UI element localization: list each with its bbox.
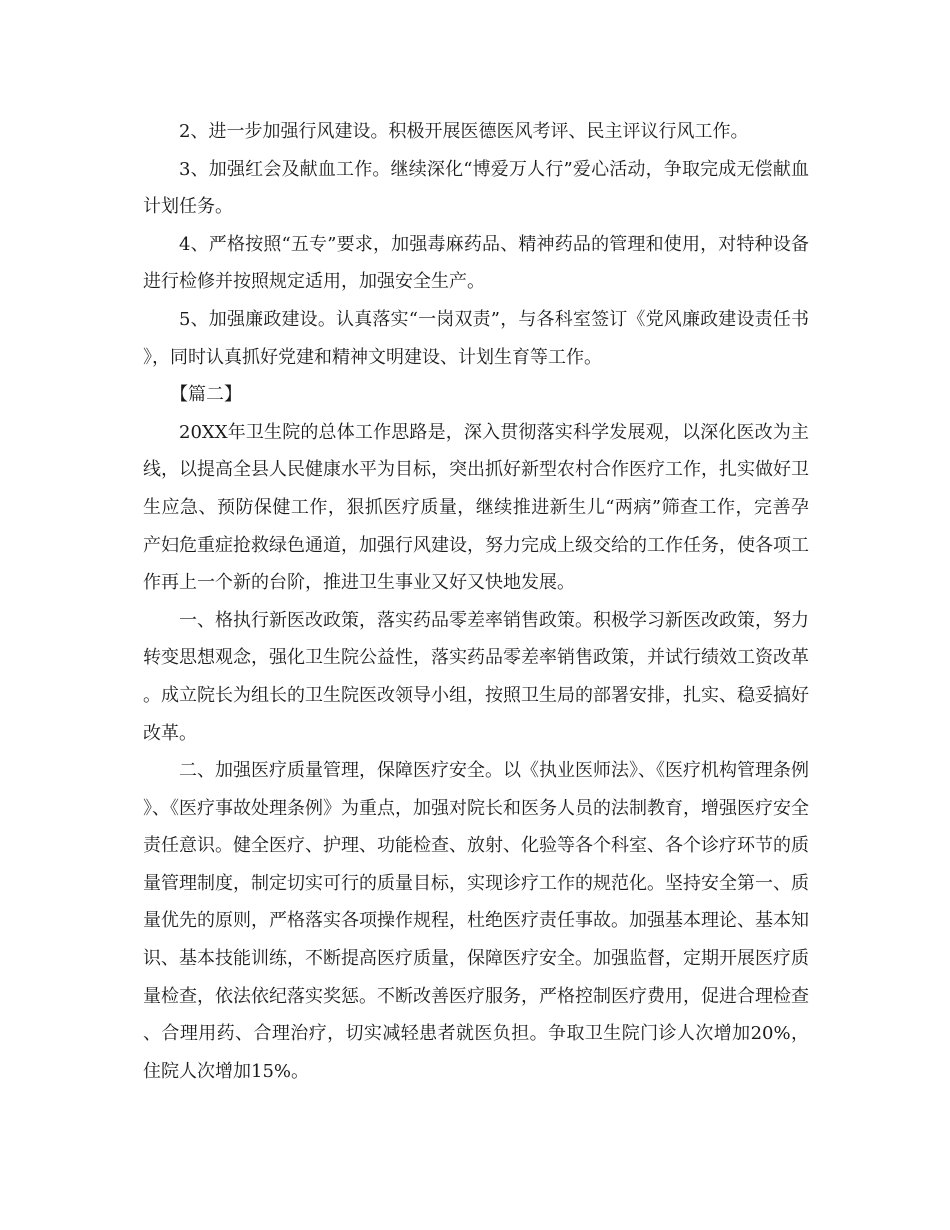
paragraph-item-3: 3、加强红会及献血工作。继续深化“博爱万人行”爱心活动，争取完成无偿献血计划任务。: [143, 158, 809, 218]
paragraph-item-2: 2、进一步加强行风建设。积极开展医德医风考评、民主评议行风工作。: [179, 121, 749, 142]
paragraph-overview: 20XX年卫生院的总体工作思路是，深入贯彻落实科学发展观，以深化医改为主线，以提高全县人民健康水平为目标，突出抓好新型农村合作医疗工作，扎实做好卫生应急、预防保健工作，狠抓医疗质量，继续推进新生儿“两病”筛查工作，完善孕产妇危重症抢救绿色通道，加强行风建设，努力完成上级交给的工作任务，使各项工作再上一个新的台阶，推进卫生事业又好又快地发展。: [143, 421, 809, 594]
document-body: [143, 113, 809, 1090]
section-heading: 【篇二】: [170, 384, 242, 406]
paragraph-reform-policy: 一、格执行新医改政策，落实药品零差率销售政策。积极学习新医改政策，努力转变思想观念，强化卫生院公益性，落实药品零差率销售政策，并试行绩效工资改革。成立院长为组长的卫生院医改领导小组，按照卫生局的部署安排，扎实、稳妥搞好改革。: [143, 609, 809, 744]
paragraph-item-5: 5、加强廉政建设。认真落实“一岗双责”，与各科室签订《党风廉政建设责任书》，同时认真抓好党建和精神文明建设、计划生育等工作。: [143, 308, 809, 368]
paragraph-item-4: 4、严格按照“五专”要求，加强毒麻药品、精神药品的管理和使用，对特种设备进行检修并按照规定适用，加强安全生产。: [143, 233, 809, 293]
paragraph-quality-management: 二、加强医疗质量管理，保障医疗安全。以《执业医师法》、《医疗机构管理条例》、《医疗事故处理条例》为重点，加强对院长和医务人员的法制教育，增强医疗安全责任意识。健全医疗、护理、功能检查、放射、化验等各个科室、各个诊疗环节的质量管理制度，制定切实可行的质量目标，实现诊疗工作的规范化。坚持安全第一、质量优先的原则，严格落实各项操作规程，杜绝医疗责任事故。加强基本理论、基本知识、基本技能训练，不断提高医疗质量，保障医疗安全。加强监督，定期开展医疗质量检查，依法依纪落实奖惩。不断改善医疗服务，严格控制医疗费用，促进合理检查、合理用药、合理治疗，切实减轻患者就医负担。争取卫生院门诊人次增加20%，住院人次增加15%。: [143, 760, 809, 1082]
